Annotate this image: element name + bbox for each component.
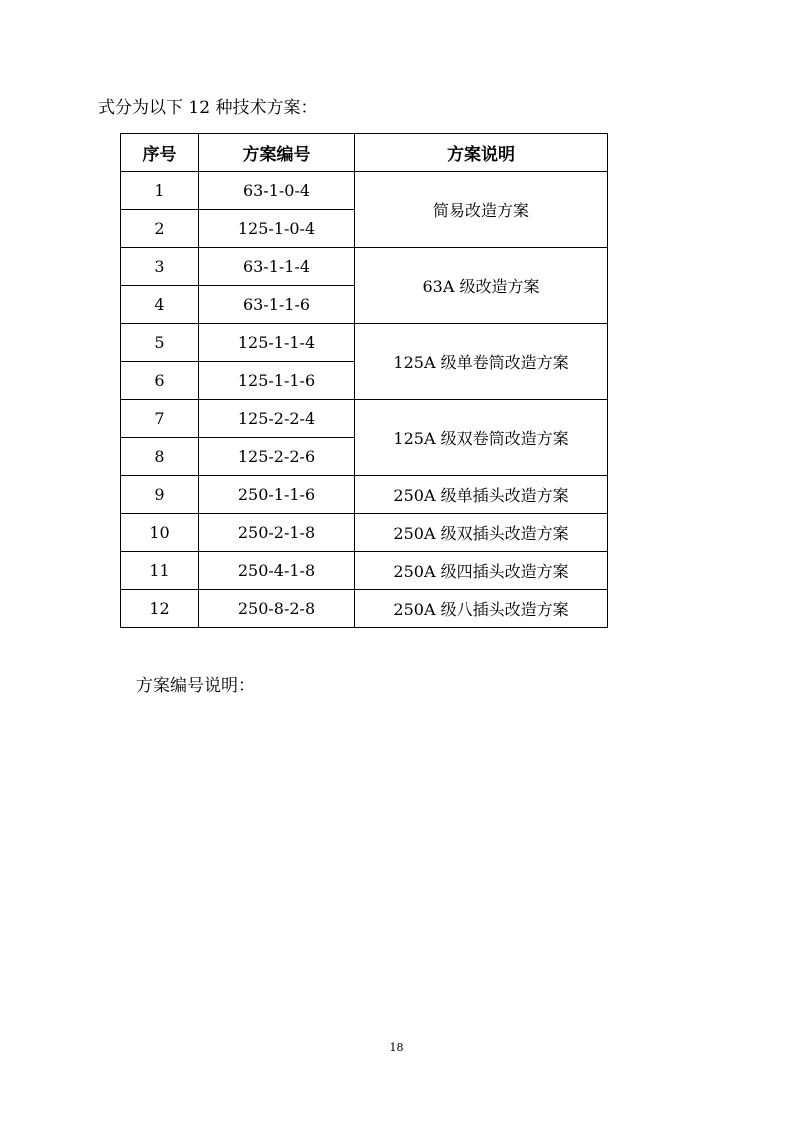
plan-code-explanation-heading: 方案编号说明： [136, 676, 255, 696]
serial-number-cell: 8 [121, 438, 199, 476]
plan-description-cell: 250A 级八插头改造方案 [355, 590, 608, 628]
plan-code-cell: 250-8-2-8 [199, 590, 355, 628]
table-row [121, 514, 608, 552]
plan-code-cell: 125-1-1-6 [199, 362, 355, 400]
plan-code-cell: 63-1-1-4 [199, 248, 355, 286]
table-row [121, 552, 608, 590]
table-row [121, 476, 608, 514]
serial-number-cell: 6 [121, 362, 199, 400]
technical-plans-table [120, 133, 608, 628]
plan-description-cell: 250A 级四插头改造方案 [355, 552, 608, 590]
header-plan-code: 方案编号 [199, 134, 355, 172]
serial-number-cell: 2 [121, 210, 199, 248]
plan-code-cell: 125-1-0-4 [199, 210, 355, 248]
plan-code-cell: 63-1-0-4 [199, 172, 355, 210]
serial-number-cell: 1 [121, 172, 199, 210]
plan-code-cell: 125-2-2-6 [199, 438, 355, 476]
table-row [121, 324, 608, 362]
plan-code-cell: 250-1-1-6 [199, 476, 355, 514]
plan-description-cell: 简易改造方案 [355, 172, 608, 248]
serial-number-cell: 9 [121, 476, 199, 514]
plan-description-cell: 250A 级单插头改造方案 [355, 476, 608, 514]
intro-paragraph: 式分为以下 12 种技术方案： [98, 98, 318, 118]
table-header-row [121, 134, 608, 172]
plan-code-cell: 250-2-1-8 [199, 514, 355, 552]
serial-number-cell: 5 [121, 324, 199, 362]
plan-description-cell: 125A 级双卷筒改造方案 [355, 400, 608, 476]
serial-number-cell: 7 [121, 400, 199, 438]
plan-description-cell: 250A 级双插头改造方案 [355, 514, 608, 552]
table-row [121, 400, 608, 438]
header-plan-description: 方案说明 [355, 134, 608, 172]
table-row [121, 172, 608, 210]
plan-code-cell: 125-2-2-4 [199, 400, 355, 438]
serial-number-cell: 12 [121, 590, 199, 628]
plan-description-cell: 125A 级单卷筒改造方案 [355, 324, 608, 400]
page-number: 18 [389, 1041, 404, 1054]
header-serial-number: 序号 [121, 134, 199, 172]
serial-number-cell: 10 [121, 514, 199, 552]
serial-number-cell: 4 [121, 286, 199, 324]
table-row [121, 248, 608, 286]
serial-number-cell: 11 [121, 552, 199, 590]
plan-code-cell: 125-1-1-4 [199, 324, 355, 362]
plan-code-cell: 250-4-1-8 [199, 552, 355, 590]
plan-code-cell: 63-1-1-6 [199, 286, 355, 324]
table-row [121, 590, 608, 628]
plan-description-cell: 63A 级改造方案 [355, 248, 608, 324]
serial-number-cell: 3 [121, 248, 199, 286]
